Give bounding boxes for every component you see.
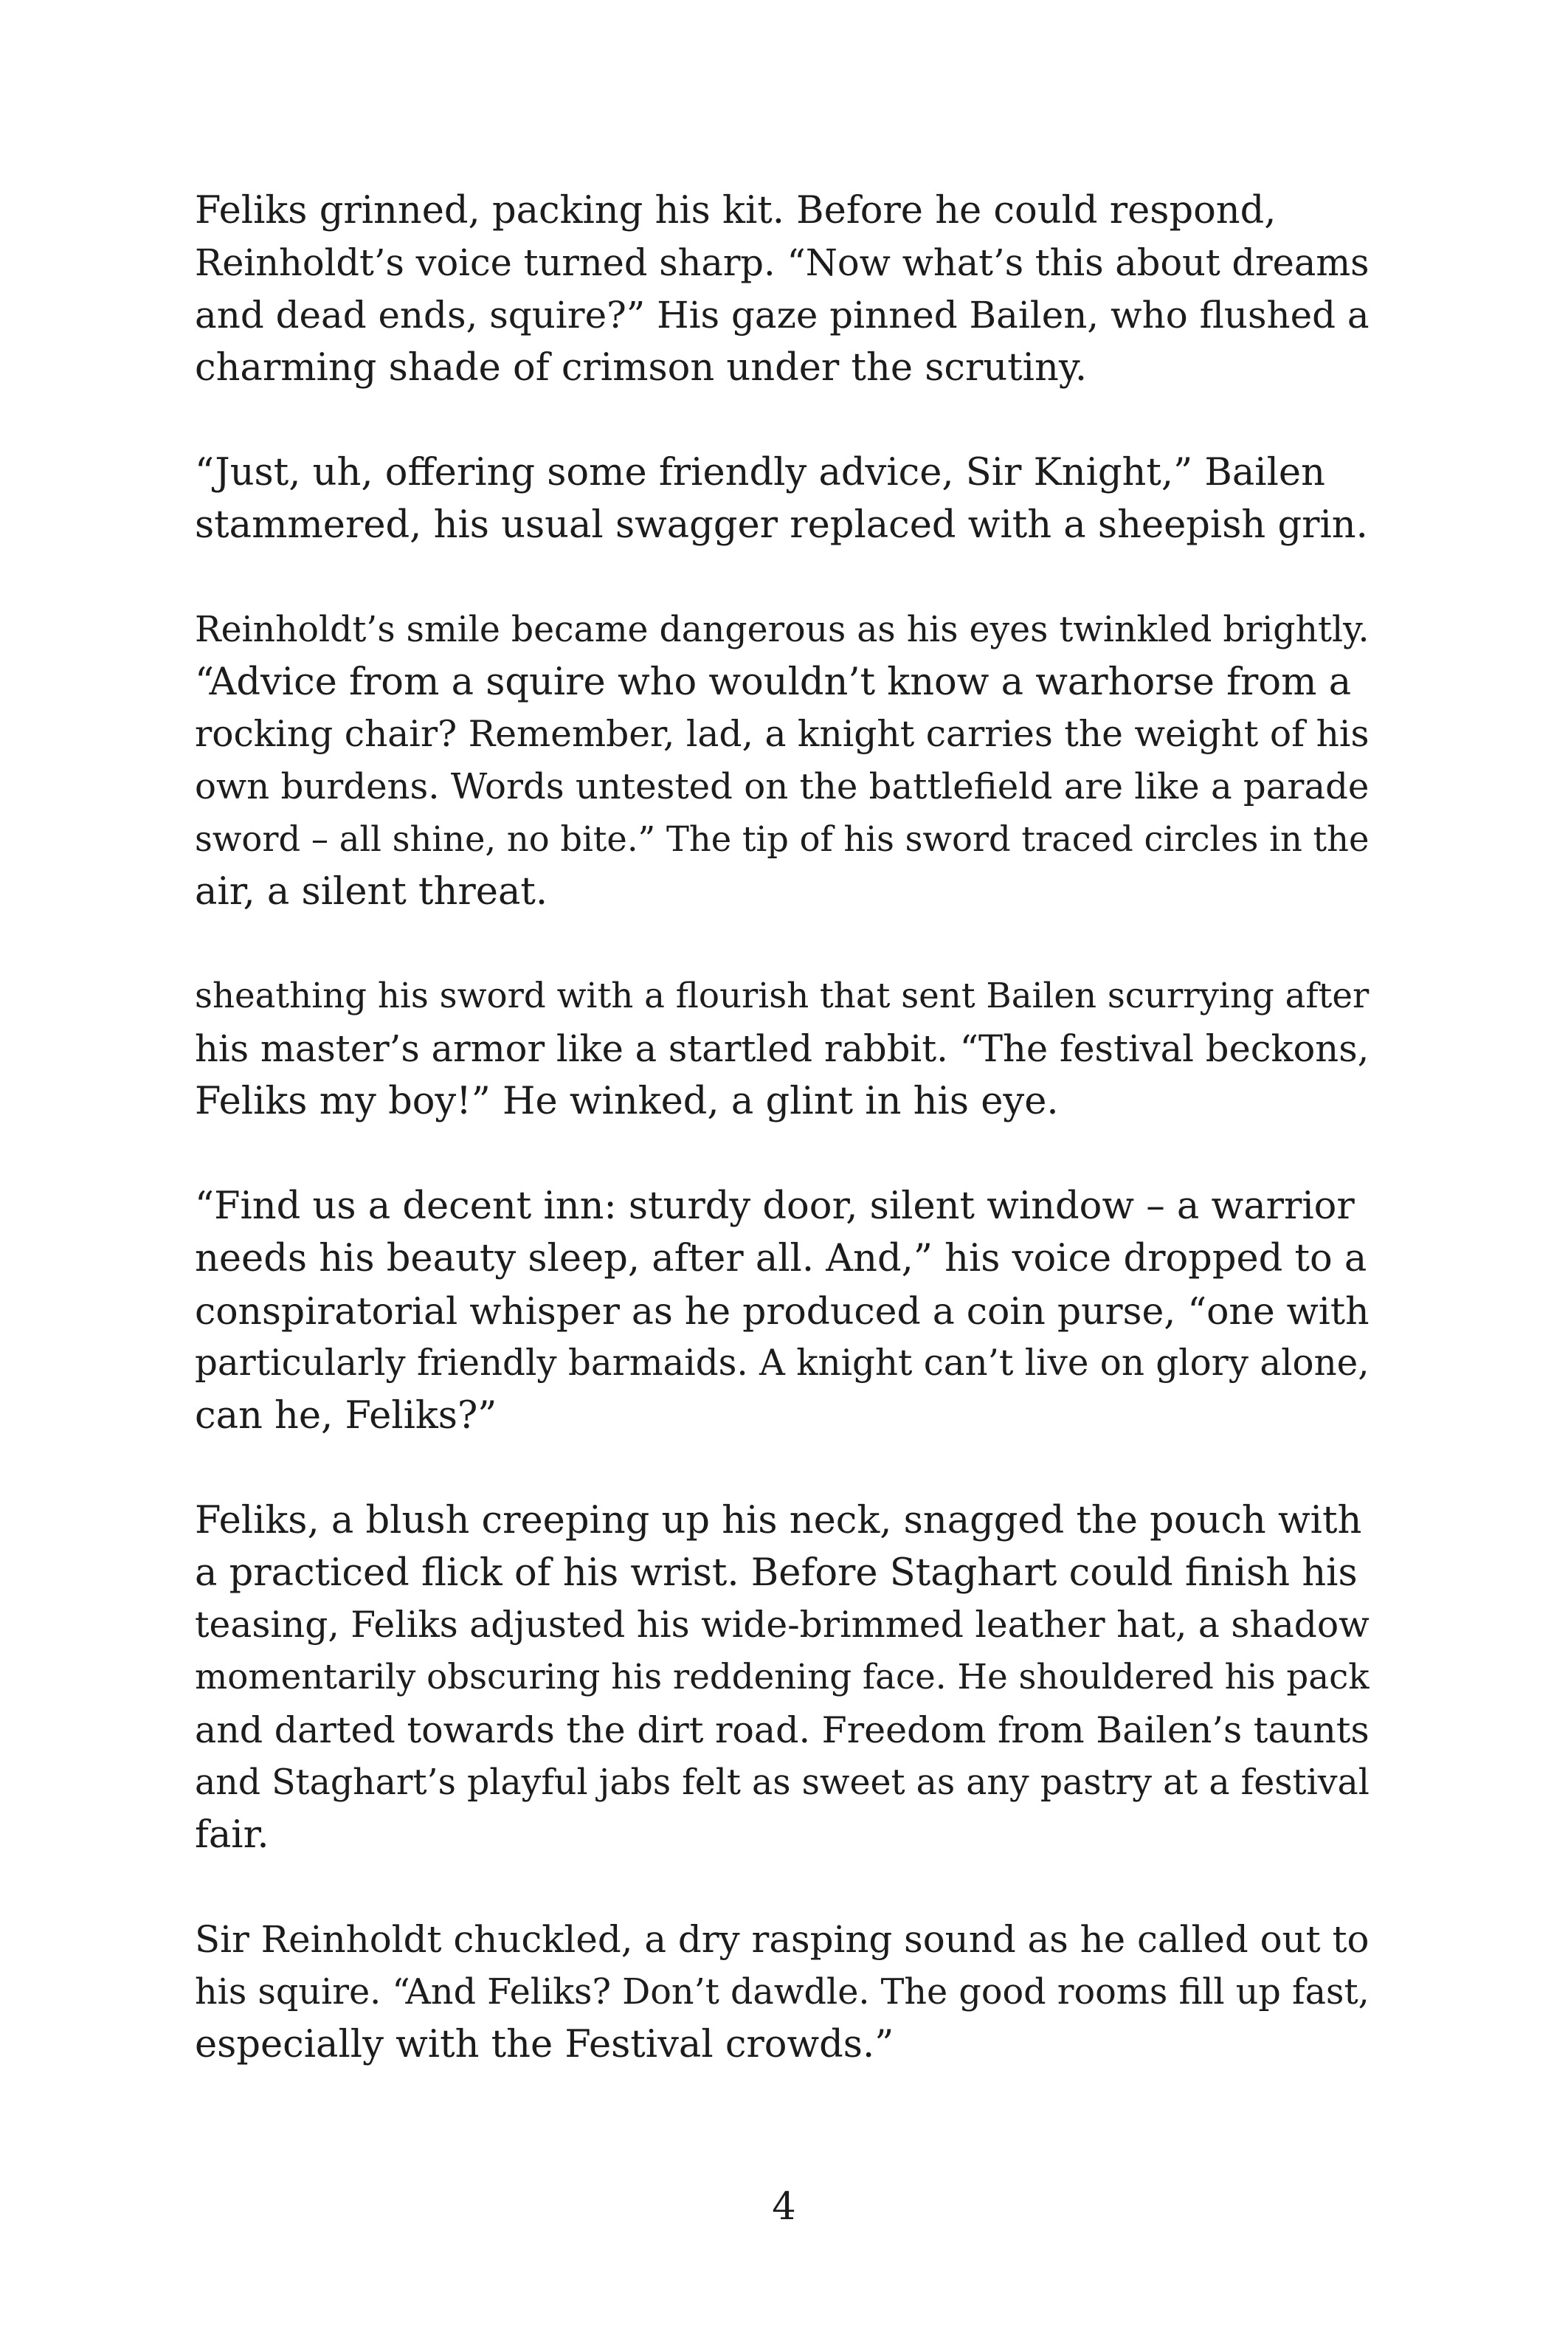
text-line: can he, Feliks?” xyxy=(195,1394,497,1438)
body-text xyxy=(195,184,1375,2123)
paragraph-3 xyxy=(195,604,1375,918)
text-line: teasing, Feliks adjusted his wide-brimmed leather hat, a shadow xyxy=(195,1604,1370,1646)
text-line: Reinholdt’s smile became dangerous as his eyes twinkled brightly. xyxy=(195,610,1370,650)
text-line: conspiratorial whisper as he produced a coin purse, “one with xyxy=(195,1289,1370,1333)
paragraph-6 xyxy=(195,1494,1375,1861)
text-line: “Find us a decent inn: sturdy door, silent window – a warrior xyxy=(195,1184,1355,1228)
text-line: Feliks grinned, packing his kit. Before he could respond, xyxy=(195,189,1277,232)
text-line: Feliks, a blush creeping up his neck, snagged the pouch with xyxy=(195,1499,1362,1542)
text-line: stammered, his usual swagger replaced with a sheepish grin. xyxy=(195,503,1368,547)
text-line: his squire. “And Feliks? Don’t dawdle. The good rooms fill up fast, xyxy=(195,1972,1370,2013)
text-line: and darted towards the dirt road. Freedom from Bailen’s taunts xyxy=(195,1708,1370,1751)
text-line: fair. xyxy=(195,1813,269,1857)
text-line: a practiced flick of his wrist. Before Staghart could finish his xyxy=(195,1551,1358,1595)
text-line: sword – all shine, no bite.” The tip of his sword traced circles in the xyxy=(195,819,1370,859)
paragraph-2 xyxy=(195,446,1375,551)
page-number: 4 xyxy=(772,2185,796,2229)
text-line: rocking chair? Remember, lad, a knight carries the weight of his xyxy=(195,714,1370,755)
text-line: “Advice from a squire who wouldn’t know a warhorse from a xyxy=(195,661,1352,704)
paragraph-7 xyxy=(195,1914,1375,2071)
text-line: “Just, uh, offering some friendly advice, Sir Knight,” Bailen xyxy=(195,451,1325,494)
paragraph-4 xyxy=(195,970,1375,1128)
text-line: sheathing his sword with a flourish that sent Bailen scurrying after xyxy=(195,976,1370,1016)
text-line: especially with the Festival crowds.” xyxy=(195,2023,894,2066)
paragraph-1 xyxy=(195,184,1375,394)
text-line: needs his beauty sleep, after all. And,” his voice dropped to a xyxy=(195,1237,1367,1280)
text-line: Sir Reinholdt chuckled, a dry rasping sound as he called out to xyxy=(195,1918,1370,1961)
text-line: his master’s armor like a startled rabbit. “The festival beckons, xyxy=(195,1027,1370,1070)
paragraph-5 xyxy=(195,1180,1375,1442)
text-line: charming shade of crimson under the scrutiny. xyxy=(195,346,1088,390)
text-line: air, a silent threat. xyxy=(195,870,548,914)
text-line: particularly friendly barmaids. A knight can’t live on glory alone, xyxy=(195,1342,1370,1384)
text-line: Feliks my boy!” He winked, a glint in his eye. xyxy=(195,1080,1059,1123)
text-line: momentarily obscuring his reddening face. He shouldered his pack xyxy=(195,1658,1370,1697)
text-line: and Staghart’s playful jabs felt as sweet as any pastry at a festival xyxy=(195,1762,1370,1803)
text-line: own burdens. Words untested on the battlefield are like a parade xyxy=(195,766,1370,807)
text-line: Reinholdt’s voice turned sharp. “Now what’s this about dreams xyxy=(195,241,1370,284)
text-line: and dead ends, squire?” His gaze pinned Bailen, who flushed a xyxy=(195,294,1370,337)
